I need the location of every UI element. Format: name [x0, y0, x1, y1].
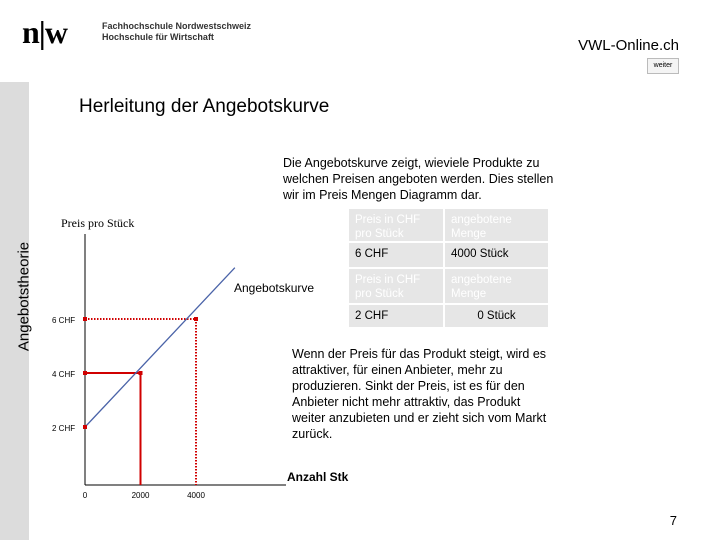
school-line-2: Hochschule für Wirtschaft	[102, 32, 214, 42]
x-axis-label: Anzahl Stk	[287, 470, 349, 484]
table-cell-price: Preis in CHF pro Stück	[349, 209, 443, 241]
table-cell-price: Preis in CHF pro Stück	[349, 269, 443, 303]
price-quantity-table	[349, 209, 548, 327]
intro-paragraph: Die Angebotskurve zeigt, wieviele Produkte zu welchen Preisen angeboten werden. Dies stellen wir im Preis Mengen Diagramm dar.	[283, 156, 554, 202]
table-row	[349, 243, 548, 267]
chart-point	[194, 317, 198, 321]
table-cell-price: 6 CHF	[349, 243, 443, 267]
table-cell-qty: 0 Stück	[445, 305, 548, 327]
next-button[interactable]: weiter	[647, 58, 679, 74]
supply-curve-line	[85, 268, 235, 427]
table-cell-qty: angebotene Menge	[445, 209, 548, 241]
table-cell-price: 2 CHF	[349, 305, 443, 327]
y-tick-label: 6 CHF	[52, 316, 76, 325]
explanation-paragraph: Wenn der Preis für das Produkt steigt, wird es attraktiver, für einen Anbieter, mehr zu produzieren. Sinkt der Preis, ist es für den Anbieter nicht mehr attraktiv, das Produkt weiter anzubieten und er zieht sich vom Markt zurück.	[292, 347, 547, 441]
table-row	[349, 209, 548, 241]
table-cell-qty: angebotene Menge	[445, 269, 548, 303]
table-row	[349, 305, 548, 327]
slide-title: Herleitung der Angebotskurve	[79, 96, 330, 117]
table-cell-qty: 4000 Stück	[445, 243, 548, 267]
y-axis-label: Preis pro Stück	[61, 216, 135, 230]
y-tick-label: 2 CHF	[52, 424, 76, 433]
y-tick-mark	[83, 317, 87, 321]
table-row	[349, 269, 548, 303]
series-label: Angebotskurve	[234, 281, 315, 295]
logo-mark: n|w	[22, 14, 67, 50]
x-tick-label: 0	[82, 491, 88, 500]
x-tick-label: 2000	[131, 491, 150, 500]
sidebar-label: Angebotstheorie	[15, 241, 33, 352]
y-tick-mark	[83, 425, 87, 429]
y-tick-mark	[83, 371, 87, 375]
site-name[interactable]: VWL-Online.ch	[578, 37, 679, 54]
school-line-1: Fachhochschule Nordwestschweiz	[102, 21, 252, 31]
x-tick-label: 4000	[187, 491, 205, 500]
chart-point	[139, 371, 143, 375]
y-tick-label: 4 CHF	[52, 370, 76, 379]
page-number: 7	[669, 513, 677, 528]
